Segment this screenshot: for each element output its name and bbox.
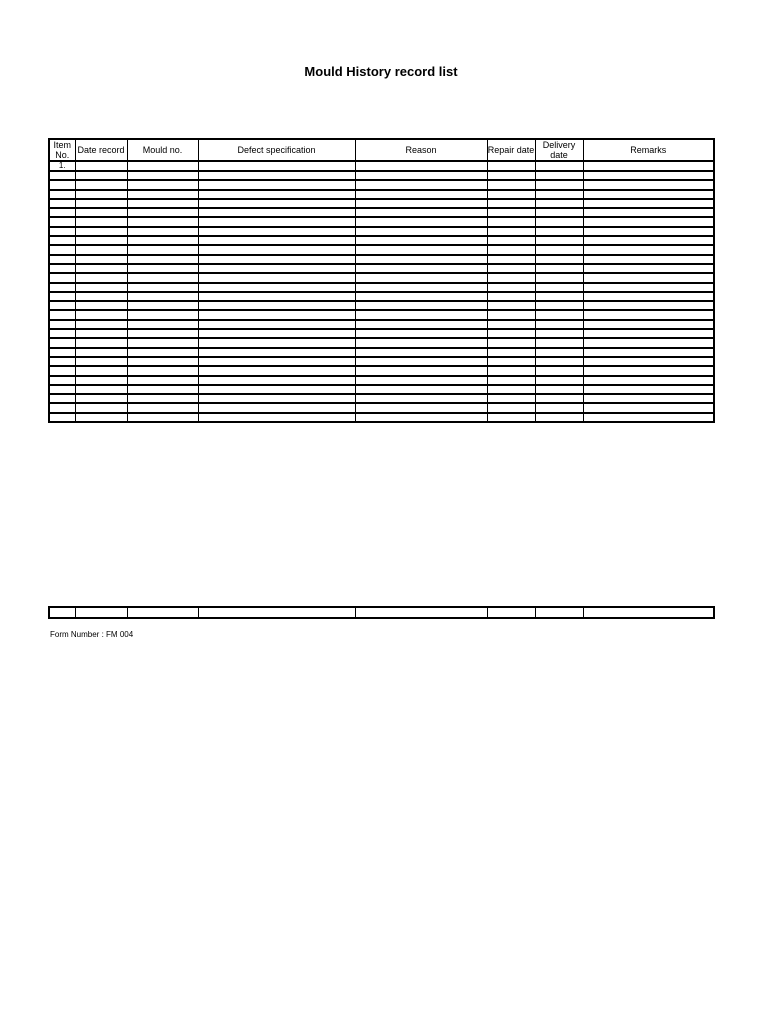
table-cell <box>49 171 75 180</box>
table-cell <box>487 208 535 217</box>
table-cell <box>535 376 583 385</box>
table-cell <box>355 245 487 254</box>
table-row <box>49 394 714 403</box>
table-cell <box>535 292 583 301</box>
table-cell <box>583 255 714 264</box>
table-cell <box>583 413 714 422</box>
table-cell <box>75 338 127 347</box>
table-cell <box>49 180 75 189</box>
table-cell <box>487 338 535 347</box>
table-cell <box>487 301 535 310</box>
table-cell <box>355 366 487 375</box>
table-cell <box>127 385 198 394</box>
table-cell <box>198 264 355 273</box>
table-cell <box>355 376 487 385</box>
table-cell <box>583 227 714 236</box>
table-cell <box>583 236 714 245</box>
table-cell <box>49 320 75 329</box>
table-cell <box>127 348 198 357</box>
table-cell <box>127 292 198 301</box>
table-cell <box>355 292 487 301</box>
table-row <box>49 236 714 245</box>
table-cell <box>49 208 75 217</box>
table-cell <box>127 413 198 422</box>
table-cell <box>75 180 127 189</box>
table-cell <box>127 161 198 171</box>
table-cell <box>535 310 583 319</box>
table-cell <box>583 320 714 329</box>
table-cell <box>127 190 198 199</box>
table-cell <box>355 338 487 347</box>
table-cell <box>49 292 75 301</box>
table-cell <box>355 264 487 273</box>
table-cell <box>75 199 127 208</box>
table-cell <box>535 199 583 208</box>
table-row <box>49 385 714 394</box>
table-cell <box>198 227 355 236</box>
table-cell <box>355 208 487 217</box>
table-cell <box>49 403 75 412</box>
table-row <box>49 607 714 618</box>
table-cell <box>127 245 198 254</box>
table-cell <box>355 227 487 236</box>
table-cell <box>487 320 535 329</box>
table-cell <box>198 171 355 180</box>
column-header-defect-specification: Defect specification <box>198 139 355 161</box>
table-cell <box>198 199 355 208</box>
table-cell <box>198 190 355 199</box>
table-cell <box>49 199 75 208</box>
table-cell <box>127 366 198 375</box>
table-cell <box>535 161 583 171</box>
table-cell <box>355 413 487 422</box>
table-cell <box>487 394 535 403</box>
table-cell <box>49 329 75 338</box>
table-cell <box>198 366 355 375</box>
table-cell <box>49 255 75 264</box>
table-cell <box>127 283 198 292</box>
table-cell <box>49 217 75 226</box>
table-cell <box>583 161 714 171</box>
table-cell <box>75 413 127 422</box>
table-cell <box>583 245 714 254</box>
table-cell <box>583 264 714 273</box>
table-cell <box>75 348 127 357</box>
table-row <box>49 413 714 422</box>
table-cell <box>127 217 198 226</box>
table-cell <box>535 283 583 292</box>
table-cell <box>127 376 198 385</box>
table-cell <box>75 366 127 375</box>
table-cell <box>75 403 127 412</box>
table-row <box>49 283 714 292</box>
table-cell <box>535 255 583 264</box>
form-number-separator: : <box>101 630 104 639</box>
table-cell <box>583 366 714 375</box>
table-cell <box>49 227 75 236</box>
table-cell <box>487 255 535 264</box>
column-header-repair-date: Repair date <box>487 139 535 161</box>
table-cell <box>49 283 75 292</box>
table-cell <box>487 607 535 618</box>
mould-history-table <box>48 138 715 423</box>
table-row <box>49 180 714 189</box>
table-cell <box>535 301 583 310</box>
table-cell <box>583 301 714 310</box>
table-cell <box>49 366 75 375</box>
item-number-cell: 1. <box>49 161 75 171</box>
form-number-value: FM 004 <box>106 630 134 639</box>
table-row <box>49 217 714 226</box>
table-cell <box>583 329 714 338</box>
table-cell <box>75 394 127 403</box>
summary-row-table <box>48 606 715 619</box>
table-cell <box>583 171 714 180</box>
table-row <box>49 245 714 254</box>
table-cell <box>355 385 487 394</box>
table-cell <box>75 385 127 394</box>
table-cell <box>75 292 127 301</box>
table-cell <box>355 394 487 403</box>
table-cell <box>198 273 355 282</box>
table-cell <box>49 245 75 254</box>
table-cell <box>535 245 583 254</box>
table-cell <box>583 208 714 217</box>
table-cell <box>49 357 75 366</box>
table-cell <box>355 217 487 226</box>
table-cell <box>355 607 487 618</box>
table-cell <box>535 366 583 375</box>
table-cell <box>198 403 355 412</box>
table-cell <box>75 208 127 217</box>
table-cell <box>535 338 583 347</box>
table-cell <box>535 385 583 394</box>
table-cell <box>487 348 535 357</box>
table-cell <box>583 292 714 301</box>
table-cell <box>355 273 487 282</box>
table-cell <box>487 357 535 366</box>
table-cell <box>49 607 75 618</box>
column-header-reason: Reason <box>355 139 487 161</box>
table-cell <box>487 413 535 422</box>
table-row <box>49 208 714 217</box>
table-cell <box>583 385 714 394</box>
table-cell <box>535 171 583 180</box>
table-cell <box>487 161 535 171</box>
table-row <box>49 310 714 319</box>
table-cell <box>49 264 75 273</box>
table-cell <box>127 320 198 329</box>
table-cell <box>127 264 198 273</box>
table-cell <box>535 180 583 189</box>
table-cell <box>355 171 487 180</box>
table-cell <box>49 394 75 403</box>
table-cell <box>535 227 583 236</box>
table-cell <box>198 310 355 319</box>
table-cell <box>75 190 127 199</box>
table-cell <box>198 394 355 403</box>
table-cell <box>127 273 198 282</box>
table-cell <box>535 394 583 403</box>
table-cell <box>75 161 127 171</box>
table-cell <box>127 607 198 618</box>
table-cell <box>583 348 714 357</box>
table-cell <box>198 236 355 245</box>
table-cell <box>355 403 487 412</box>
table-cell <box>583 607 714 618</box>
table-cell <box>487 190 535 199</box>
table-row <box>49 227 714 236</box>
table-cell <box>127 329 198 338</box>
table-cell <box>487 217 535 226</box>
table-cell <box>127 255 198 264</box>
table-cell <box>198 208 355 217</box>
table-cell <box>75 301 127 310</box>
table-cell <box>75 273 127 282</box>
form-number-label: Form Number <box>50 630 100 639</box>
table-cell <box>583 180 714 189</box>
table-cell <box>535 329 583 338</box>
table-cell <box>535 236 583 245</box>
table-cell <box>198 385 355 394</box>
table-cell <box>75 357 127 366</box>
table-cell <box>127 208 198 217</box>
table-cell <box>355 283 487 292</box>
table-cell <box>487 180 535 189</box>
table-cell <box>49 273 75 282</box>
table-cell <box>355 329 487 338</box>
table-cell <box>535 320 583 329</box>
table-cell <box>487 264 535 273</box>
table-cell <box>75 310 127 319</box>
table-row <box>49 403 714 412</box>
table-cell <box>198 357 355 366</box>
table-cell <box>75 320 127 329</box>
table-cell <box>535 413 583 422</box>
table-cell <box>127 310 198 319</box>
table-cell <box>198 607 355 618</box>
table-cell <box>127 171 198 180</box>
table-cell <box>487 292 535 301</box>
header-row <box>49 139 714 161</box>
table-cell <box>583 310 714 319</box>
table-cell <box>487 329 535 338</box>
table-cell <box>355 320 487 329</box>
table-row <box>49 376 714 385</box>
table-cell <box>75 283 127 292</box>
table-cell <box>49 385 75 394</box>
table-cell <box>487 227 535 236</box>
table-row <box>49 292 714 301</box>
column-header-mould-no: Mould no. <box>127 139 198 161</box>
table-row <box>49 199 714 208</box>
table-cell <box>127 236 198 245</box>
table-cell <box>355 301 487 310</box>
table-cell <box>355 161 487 171</box>
table-cell <box>355 357 487 366</box>
table-cell <box>583 283 714 292</box>
table-cell <box>198 329 355 338</box>
table-cell <box>487 245 535 254</box>
table-cell <box>75 607 127 618</box>
table-cell <box>535 208 583 217</box>
table-cell <box>583 199 714 208</box>
table-cell <box>75 227 127 236</box>
table-row <box>49 161 714 171</box>
table-cell <box>198 320 355 329</box>
table-cell <box>487 385 535 394</box>
column-header-item-no: Item No. <box>49 139 75 161</box>
table-cell <box>583 357 714 366</box>
table-cell <box>535 403 583 412</box>
table-cell <box>49 338 75 347</box>
table-cell <box>535 273 583 282</box>
table-row <box>49 348 714 357</box>
table-cell <box>198 348 355 357</box>
table-cell <box>487 171 535 180</box>
table-cell <box>535 217 583 226</box>
table-cell <box>198 413 355 422</box>
table-cell <box>535 357 583 366</box>
table-row <box>49 273 714 282</box>
table-cell <box>535 348 583 357</box>
table-cell <box>198 161 355 171</box>
table-cell <box>198 292 355 301</box>
table-cell <box>49 310 75 319</box>
table-cell <box>355 180 487 189</box>
table-cell <box>198 217 355 226</box>
table-cell <box>198 283 355 292</box>
table-cell <box>127 403 198 412</box>
table-cell <box>198 376 355 385</box>
table-cell <box>127 199 198 208</box>
table-cell <box>127 338 198 347</box>
table-row <box>49 171 714 180</box>
table-cell <box>75 329 127 338</box>
table-row <box>49 366 714 375</box>
table-row <box>49 320 714 329</box>
table-cell <box>75 255 127 264</box>
table-cell <box>49 190 75 199</box>
table-cell <box>583 394 714 403</box>
table-cell <box>127 227 198 236</box>
table-cell <box>487 310 535 319</box>
table-row <box>49 301 714 310</box>
table-cell <box>583 217 714 226</box>
table-cell <box>75 376 127 385</box>
table-cell <box>535 190 583 199</box>
table-cell <box>487 376 535 385</box>
table-cell <box>127 394 198 403</box>
page-title: Mould History record list <box>304 64 458 79</box>
table-row <box>49 255 714 264</box>
table-cell <box>355 190 487 199</box>
table-cell <box>75 171 127 180</box>
table-row <box>49 190 714 199</box>
table-cell <box>487 366 535 375</box>
table-cell <box>49 236 75 245</box>
table-cell <box>355 255 487 264</box>
column-header-delivery-date: Delivery date <box>535 139 583 161</box>
table-cell <box>583 190 714 199</box>
table-cell <box>583 376 714 385</box>
table-cell <box>355 348 487 357</box>
table-cell <box>198 180 355 189</box>
table-cell <box>487 283 535 292</box>
table-cell <box>487 199 535 208</box>
table-cell <box>49 301 75 310</box>
table-cell <box>198 245 355 254</box>
table-cell <box>583 338 714 347</box>
table-cell <box>198 338 355 347</box>
table-row <box>49 264 714 273</box>
table-cell <box>49 413 75 422</box>
table-cell <box>75 217 127 226</box>
table-cell <box>535 607 583 618</box>
table-cell <box>75 245 127 254</box>
table-row <box>49 357 714 366</box>
table-cell <box>355 236 487 245</box>
table-cell <box>49 348 75 357</box>
table-cell <box>487 236 535 245</box>
table-cell <box>49 376 75 385</box>
column-header-date-record: Date record <box>75 139 127 161</box>
table-cell <box>198 301 355 310</box>
table-cell <box>355 310 487 319</box>
table-row <box>49 338 714 347</box>
table-cell <box>127 180 198 189</box>
table-cell <box>355 199 487 208</box>
table-cell <box>487 273 535 282</box>
table-cell <box>487 403 535 412</box>
form-number <box>50 630 133 639</box>
table-cell <box>535 264 583 273</box>
table-cell <box>127 357 198 366</box>
table-cell <box>198 255 355 264</box>
table-cell <box>583 403 714 412</box>
column-header-remarks: Remarks <box>583 139 714 161</box>
table-cell <box>75 264 127 273</box>
table-cell <box>127 301 198 310</box>
table-row <box>49 329 714 338</box>
table-cell <box>75 236 127 245</box>
table-cell <box>583 273 714 282</box>
